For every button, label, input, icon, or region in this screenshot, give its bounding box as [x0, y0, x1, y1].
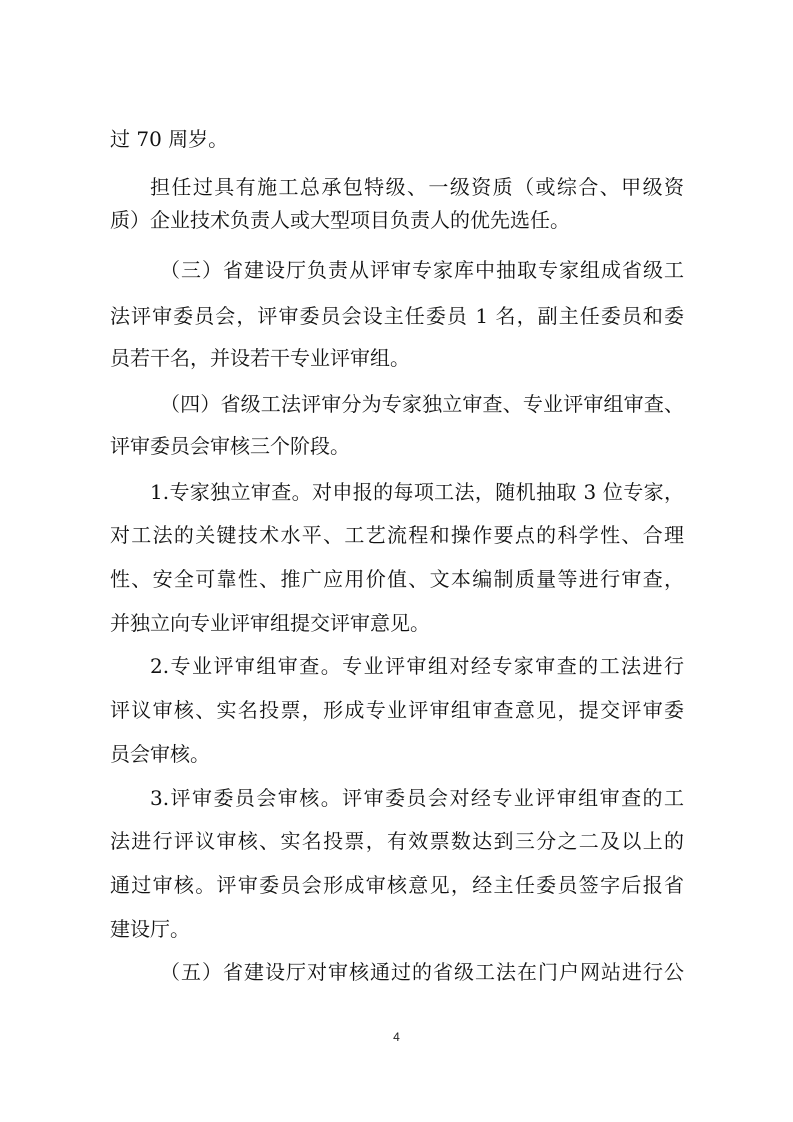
text-line: 性、安全可靠性、推广应用价值、文本编制质量等进行审查，: [110, 567, 684, 591]
text-line: 评审委员会审核三个阶段。: [110, 434, 350, 458]
text-line: （三）省建设厅负责从评审专家库中抽取专家组成省级工: [160, 258, 684, 282]
text-line: 通过审核。评审委员会形成审核意见，经主任委员签字后报省: [110, 873, 684, 897]
text-line: 法评审委员会，评审委员会设主任委员 1 名，副主任委员和委: [110, 304, 684, 328]
text-line: 3.评审委员会审核。评审委员会对经专业评审组审查的工: [150, 786, 684, 810]
text-line: 法进行评议审核、实名投票，有效票数达到三分之二及以上的: [110, 829, 684, 853]
text-line: 过 70 周岁。: [110, 127, 229, 151]
text-line: 评议审核、实名投票，形成专业评审组审查意见，提交评审委: [110, 698, 684, 722]
text-line: 建设厅。: [110, 917, 190, 941]
text-line: 并独立向专业评审组提交评审意见。: [110, 611, 430, 635]
text-line: 对工法的关键技术水平、工艺流程和操作要点的科学性、合理: [110, 523, 684, 547]
text-line: 员会审核。: [110, 742, 210, 766]
page-number: 4: [393, 1030, 400, 1044]
text-line: 担任过具有施工总承包特级、一级资质（或综合、甲级资: [150, 175, 684, 199]
text-line: 2.专业评审组审查。专业评审组对经专家审查的工法进行: [150, 654, 684, 678]
text-line: （四）省级工法评审分为专家独立审查、专业评审组审查、: [160, 392, 684, 416]
text-line: 质）企业技术负责人或大型项目负责人的优先选任。: [110, 208, 570, 232]
text-line: 员若干名，并设若干专业评审组。: [110, 346, 410, 370]
text-line: （五）省建设厅对审核通过的省级工法在门户网站进行公: [160, 960, 684, 984]
text-line: 1.专家独立审查。对申报的每项工法，随机抽取 3 位专家，: [150, 480, 684, 504]
